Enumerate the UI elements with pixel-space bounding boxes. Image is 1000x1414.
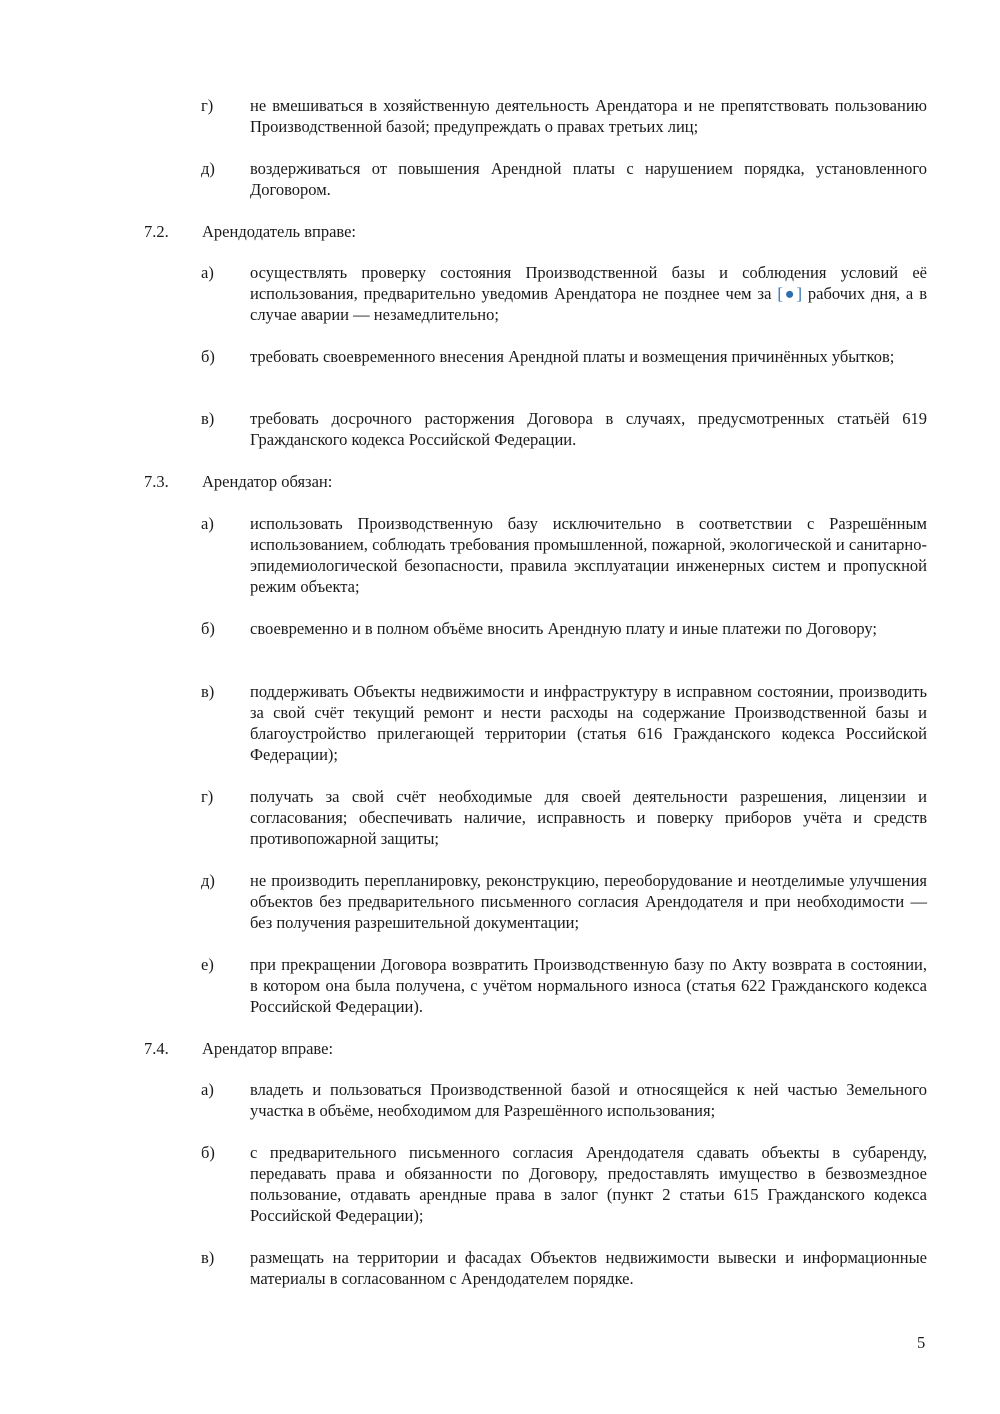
item-text: размещать на территории и фасадах Объектов недвижимости вывески и информационные материалы в согласованном с Арендодателем порядке. — [250, 1248, 927, 1288]
item-marker: а) — [201, 263, 214, 282]
item-text: получать за свой счёт необходимые для своей деятельности разрешения, лицензии и согласования; обеспечивать наличие, исправность и поверку приборов учёта и средств противопожарной защиты; — [250, 787, 927, 848]
item-text: воздерживаться от повышения Арендной платы с нарушением порядка, установленного Договором. — [250, 159, 927, 199]
item-text: требовать своевременного внесения Арендной платы и возмещения причинённых убытков; — [250, 347, 895, 366]
item-marker: а) — [201, 1080, 214, 1099]
item-text — [250, 262, 927, 325]
item-text: владеть и пользоваться Производственной базой и относящейся к ней частью Земельного участка в объёме, необходимом для Разрешённого использования; — [250, 1080, 927, 1120]
item-text: не вмешиваться в хозяйственную деятельность Арендатора и не препятствовать пользованию Производственной базой; предупреждать о правах третьих лиц; — [250, 96, 927, 136]
item-marker: б) — [201, 1143, 215, 1162]
item-text: поддерживать Объекты недвижимости и инфраструктуру в исправном состоянии, производить за свой счёт текущий ремонт и нести расходы на содержание Производственной базы и благоустройство прилегающей территории (статья 616 Гражданского кодекса Российской Федерации); — [250, 682, 927, 764]
item-marker: а) — [201, 514, 214, 533]
page-number: 5 — [917, 1333, 926, 1352]
item-marker: е) — [201, 955, 214, 974]
item-marker: б) — [201, 619, 215, 638]
item-marker: д) — [201, 871, 215, 890]
item-text: требовать досрочного расторжения Договора в случаях, предусмотренных статьёй 619 Гражданского кодекса Российской Федерации. — [250, 409, 927, 449]
item-marker: в) — [201, 682, 215, 701]
item-marker: г) — [201, 96, 214, 115]
clause-title: Арендодатель вправе: — [202, 222, 356, 241]
item-text: при прекращении Договора возвратить Производственную базу по Акту возврата в состоянии, в котором она была получена, с учётом нормального износа (статья 622 Гражданского кодекса Российской Федерации). — [250, 955, 927, 1016]
item-marker: г) — [201, 787, 214, 806]
item-text: с предварительного письменного согласия Арендодателя сдавать объекты в субаренду, передавать права и обязанности по Договору, предоставлять имущество в безвозмездное пользование, отдавать арендные права в залог (пункт 2 статьи 615 Гражданского кодекса Российской Федерации); — [250, 1143, 927, 1225]
item-text: использовать Производственную базу исключительно в соответствии с Разрешённым использованием, соблюдать требования промышленной, пожарной, экологической и санитарно-эпидемиологической безопасности, правила эксплуатации инженерных систем и пропускной режим объекта; — [250, 514, 927, 596]
item-text: своевременно и в полном объёме вносить Арендную плату и иные платежи по Договору; — [250, 619, 877, 638]
item-text-before: осуществлять проверку состояния Производственной базы и соблюдения условий её использования, предварительно уведомив Арендатора не позднее чем за — [250, 263, 927, 303]
item-marker: в) — [201, 1248, 215, 1267]
clause-number: 7.3. — [144, 472, 169, 491]
clause-title: Арендатор обязан: — [202, 472, 333, 491]
placeholder-marker: [●] — [777, 284, 802, 303]
item-text-after: рабочих дня, а в случае аварии — незамедлительно; — [250, 284, 927, 324]
clause-title: Арендатор вправе: — [202, 1039, 334, 1058]
item-marker: д) — [201, 159, 215, 178]
item-marker: в) — [201, 409, 215, 428]
item-marker: б) — [201, 347, 215, 366]
clause-number: 7.2. — [144, 222, 169, 241]
item-text: не производить перепланировку, реконструкцию, переоборудование и неотделимые улучшения объектов без предварительного письменного согласия Арендодателя и при необходимости — без получения разрешительной документации; — [250, 871, 927, 932]
clause-number: 7.4. — [144, 1039, 169, 1058]
